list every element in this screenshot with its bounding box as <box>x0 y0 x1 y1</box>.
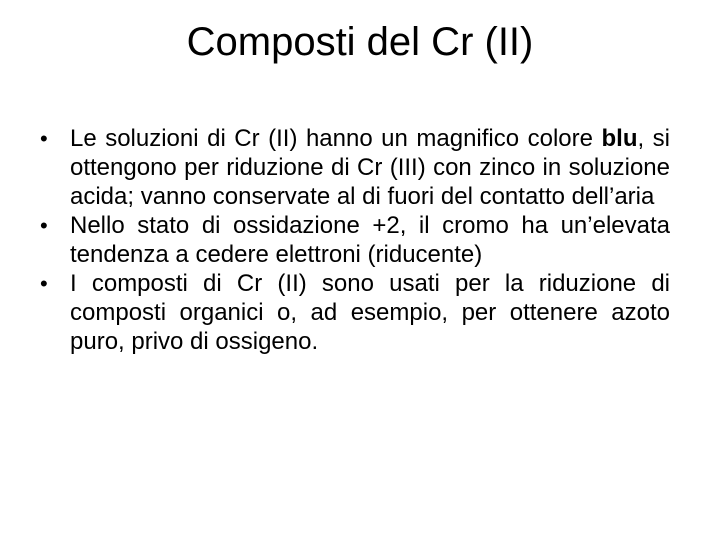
bullet-item <box>40 124 670 211</box>
bullet-marker: • <box>40 126 48 151</box>
bullet-text-bold: blu <box>601 125 638 152</box>
bullet-text-pre: Le soluzioni di Cr (II) hanno un magnifico colore <box>70 125 602 152</box>
bullet-marker: • <box>40 271 48 296</box>
bullet-text: I composti di Cr (II) sono usati per la riduzione di composti organici o, ad esempio, per ottenere azoto puro, privo di ossigeno. <box>70 270 670 355</box>
bullet-list <box>40 124 670 356</box>
bullet-text: Nello stato di ossidazione +2, il cromo ha un’elevata tendenza a cedere elettroni (riducente) <box>70 212 670 268</box>
bullet-item <box>40 211 670 269</box>
bullet-marker: • <box>40 213 48 238</box>
bullet-item <box>40 269 670 356</box>
bullet-text-post: , si ottengono per riduzione di Cr (III) con zinco in soluzione acida; vanno conservate al di fuori del contatto dell’aria <box>70 125 671 210</box>
slide-title: Composti del Cr (II) <box>186 20 534 64</box>
